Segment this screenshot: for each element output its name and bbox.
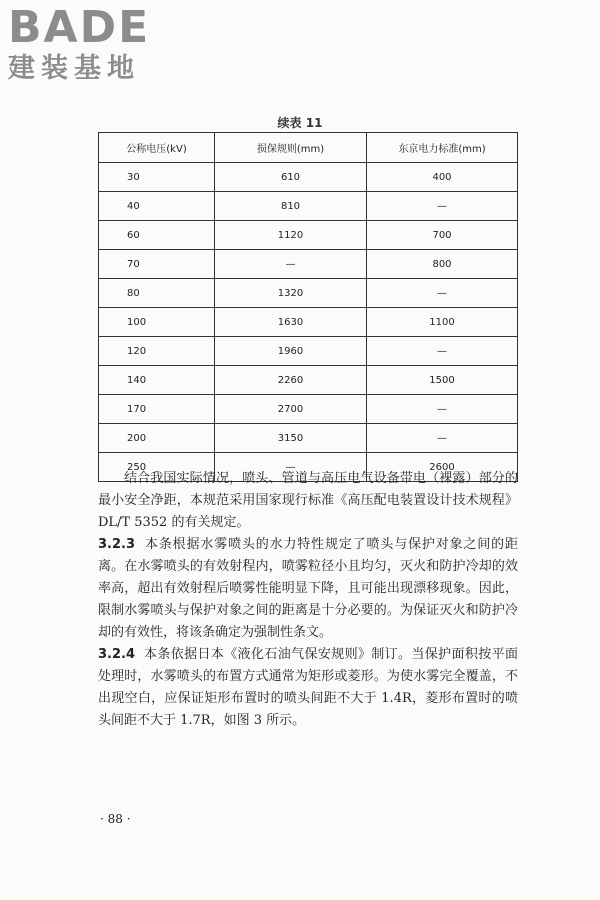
table-cell: — xyxy=(367,279,518,308)
table-cell: 70 xyxy=(99,250,215,279)
table-cell: 810 xyxy=(215,192,367,221)
table-cell: 1100 xyxy=(367,308,518,337)
table-row xyxy=(99,250,518,279)
table-cell: 100 xyxy=(99,308,215,337)
table-row xyxy=(99,395,518,424)
table-row xyxy=(99,337,518,366)
header-tepco-standard: 东京电力标准(mm) xyxy=(367,133,518,163)
table-cell: 1500 xyxy=(367,366,518,395)
table-cell: — xyxy=(367,424,518,453)
table-caption: 续表 11 xyxy=(277,116,323,130)
table-cell: 30 xyxy=(99,163,215,192)
table-cell: — xyxy=(215,250,367,279)
table-cell: 800 xyxy=(367,250,518,279)
table-cell: — xyxy=(367,395,518,424)
table-cell: 120 xyxy=(99,337,215,366)
table-row xyxy=(99,366,518,395)
table-row xyxy=(99,192,518,221)
table-cell: 700 xyxy=(367,221,518,250)
table-cell: 610 xyxy=(215,163,367,192)
logo-subtitle: 建装基地 xyxy=(8,53,140,84)
table-cell: 2700 xyxy=(215,395,367,424)
paragraph: 结合我国实际情况，喷头、管道与高压电气设备带电（裸露）部分的最小安全净距，本规范采用国家现行标准《高压配电装置设计技术规程》DL/T 5352 的有关规定。 xyxy=(98,471,518,530)
table-cell: 1630 xyxy=(215,308,367,337)
table-row xyxy=(99,279,518,308)
table-cell: 2260 xyxy=(215,366,367,395)
table-row xyxy=(99,221,518,250)
table-cell: — xyxy=(215,453,367,482)
table-cell: 1960 xyxy=(215,337,367,366)
table-cell: 60 xyxy=(99,221,215,250)
table-row xyxy=(99,308,518,337)
section-number: 3.2.3 xyxy=(98,537,136,552)
table-cell: 1320 xyxy=(215,279,367,308)
table-cell: 40 xyxy=(99,192,215,221)
table-cell: 170 xyxy=(99,395,215,424)
header-sonpo-rule: 损保规则(mm) xyxy=(215,133,367,163)
table-cell: — xyxy=(367,192,518,221)
section-3-2-3 xyxy=(98,534,518,644)
table-cell: 250 xyxy=(99,453,215,482)
section-number: 3.2.4 xyxy=(98,647,136,662)
table-cell: 2600 xyxy=(367,453,518,482)
logo xyxy=(8,4,178,86)
table-header-row xyxy=(99,133,518,163)
table-cell: — xyxy=(367,337,518,366)
table-cell: 3150 xyxy=(215,424,367,453)
logo-brand: BADE xyxy=(8,2,151,53)
voltage-clearance-table xyxy=(98,132,518,482)
page-number: · 88 · xyxy=(100,812,131,826)
body-text xyxy=(98,468,518,732)
table-cell: 140 xyxy=(99,366,215,395)
table-cell: 1120 xyxy=(215,221,367,250)
table-cell: 80 xyxy=(99,279,215,308)
table-cell: 400 xyxy=(367,163,518,192)
table-row xyxy=(99,424,518,453)
table-row xyxy=(99,163,518,192)
section-text: 本条根据水雾喷头的水力特性规定了喷头与保护对象之间的距离。在水雾喷头的有效射程内，喷雾粒径小且均匀，灭火和防护冷却的效率高，超出有效射程后喷雾性能明显下降，且可能出现漂移现象。因此，限制水雾喷头与保护对象之间的距离是十分必要的。为保证灭火和防护冷却的有效性，将该条确定为强制性条文。 xyxy=(98,537,518,640)
table-body xyxy=(99,163,518,482)
table-cell: 200 xyxy=(99,424,215,453)
section-3-2-4 xyxy=(98,644,518,732)
section-text: 本条依据日本《液化石油气保安规则》制订。当保护面积按平面处理时，水雾喷头的布置方式通常为矩形或菱形。为使水雾完全覆盖，不出现空白，应保证矩形布置时的喷头间距不大于 1.4R，菱形布置时的喷头间距不大于 1.7R，如图 3 所示。 xyxy=(98,647,518,728)
header-voltage: 公称电压(kV) xyxy=(99,133,215,163)
